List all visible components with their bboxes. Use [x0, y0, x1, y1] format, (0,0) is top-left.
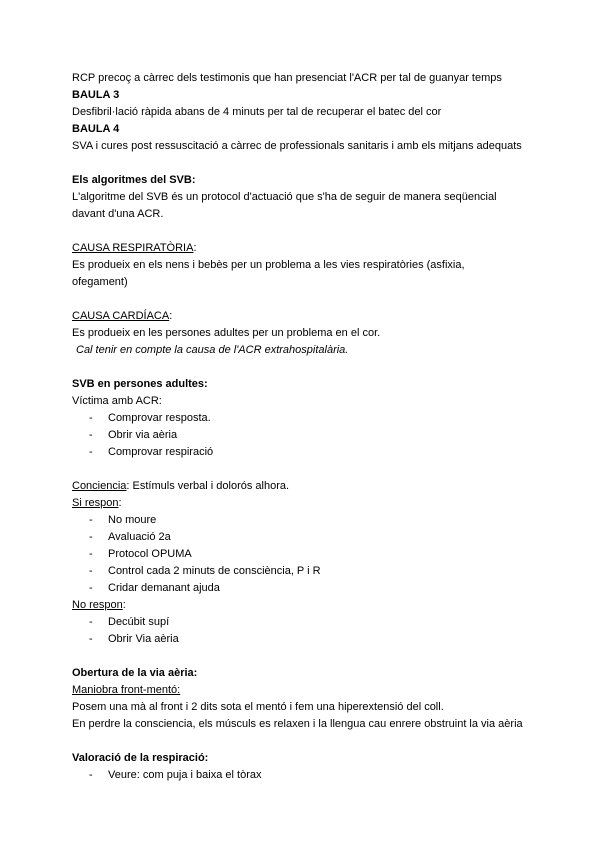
list-item-text: Decúbit supí — [108, 616, 170, 628]
list-item — [72, 563, 572, 580]
dash-bullet: - — [89, 616, 93, 628]
adults-list — [72, 410, 572, 461]
list-item — [72, 410, 572, 427]
list-item — [72, 580, 572, 597]
algoritmes-title: Els algoritmes del SVB: — [72, 174, 196, 186]
no-respon-colon: : — [122, 599, 126, 611]
maniobra-label: Maniobra front-mentó: — [72, 684, 181, 696]
list-item — [72, 529, 572, 546]
algoritmes-text: L'algoritme del SVB és un protocol d'actuació que s'ha de seguir de manera seqüencial davant d'una ACR. — [72, 191, 497, 220]
causa-respiratoria-text: Es produeix en els nens i bebès per un problema a les vies respiratòries (asfixia, ofegament) — [72, 259, 465, 288]
baula3-title: BAULA 3 — [72, 89, 120, 101]
causa-cardiaca-label: CAUSA CARDÍACA — [72, 310, 170, 322]
list-item-text: Comprovar respiració — [108, 446, 214, 458]
valoracio-list — [72, 767, 572, 784]
list-item-text: Comprovar resposta. — [108, 412, 211, 424]
list-item-text: Avaluació 2a — [108, 531, 171, 543]
dash-bullet: - — [89, 565, 93, 577]
list-item — [72, 614, 572, 631]
dash-bullet: - — [89, 412, 93, 424]
document-page — [72, 70, 572, 784]
valoracio-title: Valoració de la respiració: — [72, 752, 209, 764]
adults-title: SVB en persones adultes: — [72, 378, 208, 390]
causa-cardiaca-heading — [72, 308, 572, 325]
list-item-text: Obrir Via aèria — [108, 633, 179, 645]
conciencia-line — [72, 478, 572, 495]
no-respon-heading — [72, 597, 572, 614]
si-respon-list — [72, 512, 572, 597]
dash-bullet: - — [89, 582, 93, 594]
dash-bullet: - — [89, 429, 93, 441]
list-item — [72, 444, 572, 461]
causa-cardiaca-note: Cal tenir en compte la causa de l'ACR extrahospitalària. — [76, 344, 349, 356]
adults-subtitle: Víctima amb ACR: — [72, 395, 162, 407]
dash-bullet: - — [89, 633, 93, 645]
baula3-text: Desfibril·lació ràpida abans de 4 minuts per tal de recuperar el batec del cor — [72, 106, 442, 118]
list-item — [72, 512, 572, 529]
causa-respiratoria-colon: : — [193, 242, 197, 254]
si-respon-heading — [72, 495, 572, 512]
list-item — [72, 631, 572, 648]
list-item-text: No moure — [108, 514, 157, 526]
rcp-line: RCP precoç a càrrec dels testimonis que han presenciat l'ACR per tal de guanyar temps — [72, 72, 502, 84]
list-item-text: Cridar demanant ajuda — [108, 582, 220, 594]
si-respon-label: Si respon — [72, 497, 119, 509]
list-item-text: Obrir via aèria — [108, 429, 178, 441]
causa-respiratoria-heading — [72, 240, 572, 257]
list-item — [72, 546, 572, 563]
list-item-text: Protocol OPUMA — [108, 548, 192, 560]
dash-bullet: - — [89, 769, 93, 781]
obertura-title: Obertura de la via aèria: — [72, 667, 198, 679]
conciencia-text: : Estímuls verbal i dolorós alhora. — [126, 480, 290, 492]
si-respon-colon: : — [118, 497, 122, 509]
obertura-line1: Posem una mà al front i 2 dits sota el mentó i fem una hiperextensió del coll. — [72, 701, 444, 713]
conciencia-label: Conciencia — [72, 480, 127, 492]
list-item-text: Veure: com puja i baixa el tòrax — [108, 769, 262, 781]
list-item — [72, 427, 572, 444]
dash-bullet: - — [89, 548, 93, 560]
dash-bullet: - — [89, 446, 93, 458]
causa-cardiaca-text: Es produeix en les persones adultes per un problema en el cor. — [72, 327, 381, 339]
dash-bullet: - — [89, 514, 93, 526]
baula4-title: BAULA 4 — [72, 123, 120, 135]
causa-cardiaca-colon: : — [169, 310, 173, 322]
no-respon-label: No respon — [72, 599, 123, 611]
causa-respiratoria-label: CAUSA RESPIRATÒRIA — [72, 242, 194, 254]
no-respon-list — [72, 614, 572, 648]
list-item-text: Control cada 2 minuts de consciència, P i R — [108, 565, 321, 577]
dash-bullet: - — [89, 531, 93, 543]
baula4-text: SVA i cures post ressuscitació a càrrec de professionals sanitaris i amb els mitjans adequats — [72, 140, 522, 152]
obertura-line2: En perdre la consciencia, els músculs es relaxen i la llengua cau enrere obstruint la via aèria — [72, 718, 523, 730]
list-item — [72, 767, 572, 784]
